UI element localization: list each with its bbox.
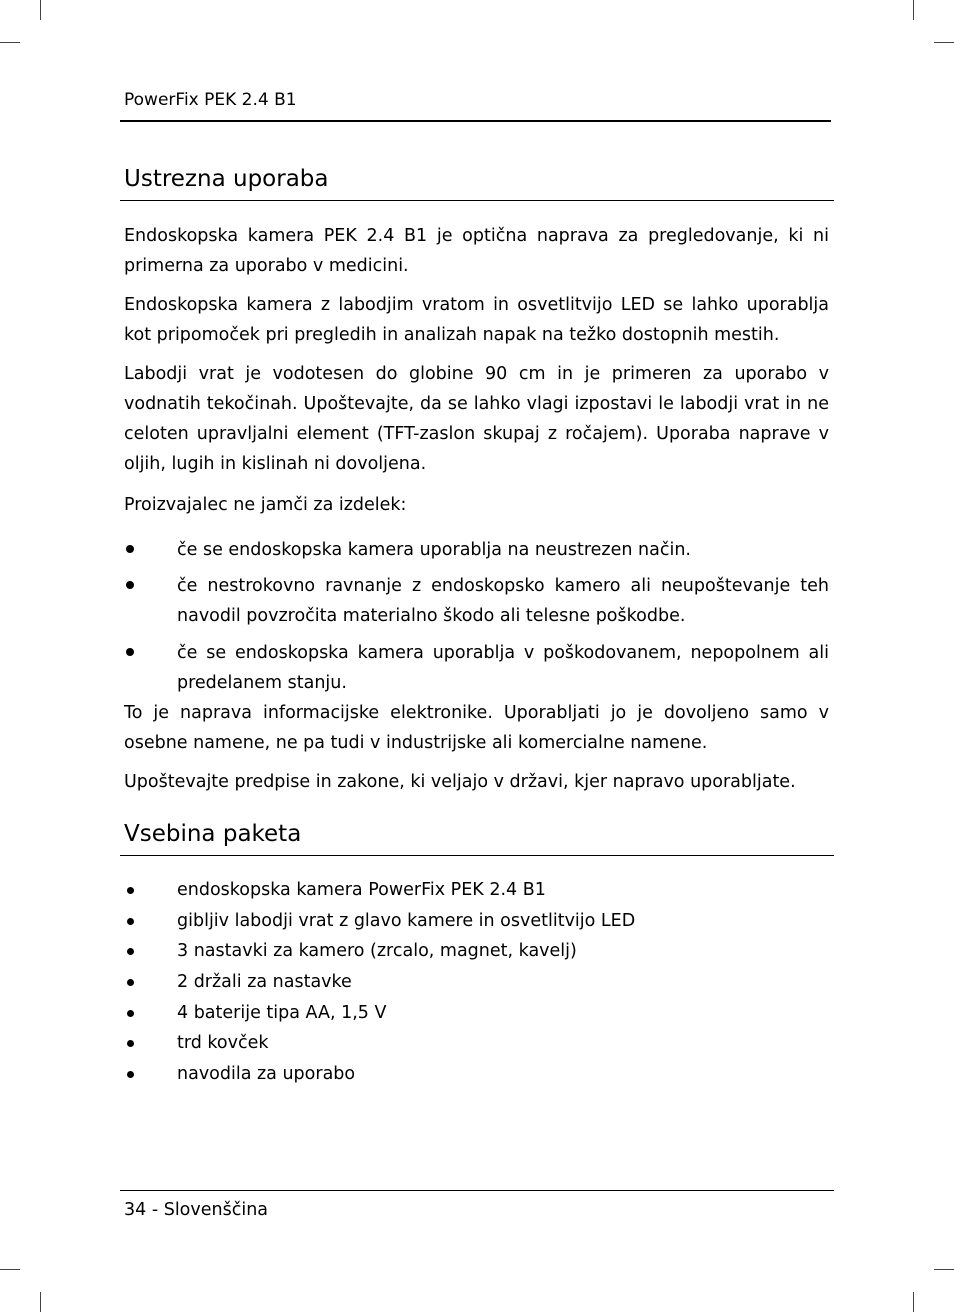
bullet-icon — [127, 1071, 134, 1078]
list-item: 4 baterije tipa AA, 1,5 V — [177, 1003, 387, 1023]
footer-rule — [120, 1190, 834, 1191]
list-item: navodila za uporabo — [177, 1064, 356, 1084]
section-rule — [120, 855, 834, 856]
header-rule — [120, 120, 831, 122]
paragraph: Endoskopska kamera z labodjim vratom in osvetlitvijo LED se lahko uporablja kot pripomoček pri pregledih in analizah napak na težko dostopnih mestih. — [124, 295, 829, 345]
crop-mark — [913, 0, 914, 20]
section-rule — [120, 200, 834, 201]
bullet-icon — [126, 648, 134, 656]
paragraph: Labodji vrat je vodotesen do globine 90 cm in je primeren za uporabo v vodnatih tekočinah. Upoštevajte, da se lahko vlagi izpostavi le labodji vrat in ne celoten upravljalni element (TFT-zaslon skupaj z ročajem). Uporaba naprave v oljih, lugih in kislinah ni dovoljena. — [124, 364, 829, 474]
crop-mark — [934, 42, 954, 43]
list-item: če se endoskopska kamera uporablja na neustrezen način. — [177, 540, 691, 560]
list-item: 3 nastavki za kamero (zrcalo, magnet, kavelj) — [177, 941, 577, 961]
bullet-icon — [126, 581, 134, 589]
paragraph: Proizvajalec ne jamči za izdelek: — [124, 495, 407, 515]
list-item: endoskopska kamera PowerFix PEK 2.4 B1 — [177, 880, 546, 900]
crop-mark — [40, 1292, 41, 1312]
bullet-icon — [127, 918, 134, 925]
page-number: 34 - Slovenščina — [124, 1200, 269, 1220]
section-title-intended-use: Ustrezna uporaba — [124, 166, 329, 192]
bullet-icon — [127, 887, 134, 894]
bullet-icon — [127, 948, 134, 955]
paragraph: Endoskopska kamera PEK 2.4 B1 je optična naprava za pregledovanje, ki ni primerna za uporabo v medicini. — [124, 226, 829, 276]
list-item: trd kovček — [177, 1033, 269, 1053]
bullet-icon — [127, 1040, 134, 1047]
list-item: 2 držali za nastavke — [177, 972, 352, 992]
list-item: gibljiv labodji vrat z glavo kamere in osvetlitvijo LED — [177, 911, 636, 931]
crop-mark — [934, 1269, 954, 1270]
paragraph: Upoštevajte predpise in zakone, ki veljajo v državi, kjer napravo uporabljate. — [124, 772, 796, 792]
crop-mark — [0, 1269, 20, 1270]
crop-mark — [40, 0, 41, 20]
running-header: PowerFix PEK 2.4 B1 — [124, 90, 297, 110]
crop-mark — [913, 1292, 914, 1312]
bullet-icon — [127, 1010, 134, 1017]
crop-mark — [0, 42, 20, 43]
bullet-icon — [126, 545, 134, 553]
list-item: če se endoskopska kamera uporablja v poškodovanem, nepopolnem ali predelanem stanju. — [177, 643, 829, 693]
paragraph: To je naprava informacijske elektronike. Uporabljati jo je dovoljeno samo v osebne namene, ne pa tudi v industrijske ali komercialne namene. — [124, 703, 829, 753]
bullet-icon — [127, 979, 134, 986]
list-item: če nestrokovno ravnanje z endoskopsko kamero ali neupoštevanje teh navodil povzročita materialno škodo ali telesne poškodbe. — [177, 576, 829, 626]
section-title-package-contents: Vsebina paketa — [124, 821, 302, 847]
